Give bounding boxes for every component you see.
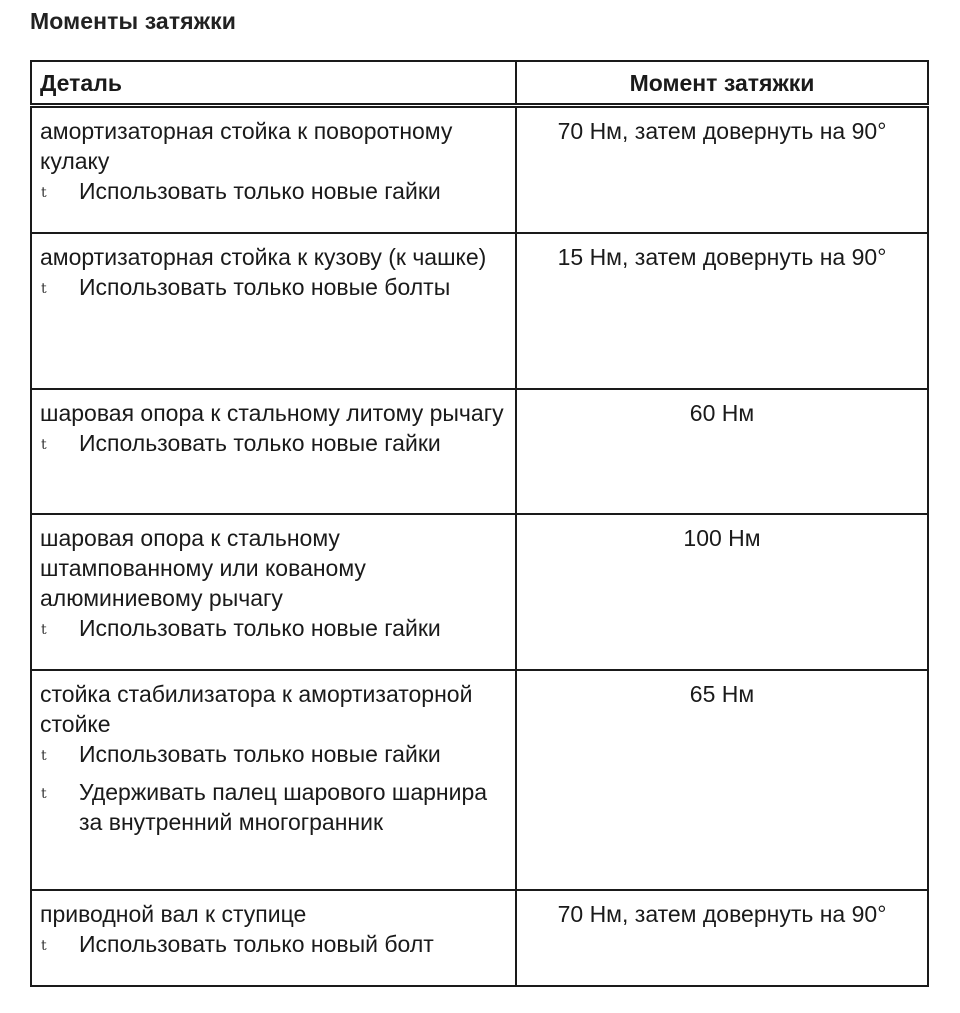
part-cell: [31, 233, 516, 389]
part-name: стойка стабилизатора к амортизаторной стойке: [40, 681, 473, 737]
table-row: [31, 233, 928, 389]
table-row: [31, 389, 928, 514]
table-header-row: [31, 61, 928, 105]
note-item: [40, 929, 507, 963]
part-cell: [31, 514, 516, 670]
note-text: Использовать только новый болт: [79, 931, 434, 957]
part-name: приводной вал к ступице: [40, 901, 307, 927]
page-title: Моменты затяжки: [30, 8, 236, 34]
torque-value: 70 Нм, затем довернуть на 90°: [516, 105, 928, 233]
part-cell: [31, 670, 516, 890]
torque-value: 70 Нм, затем довернуть на 90°: [516, 890, 928, 986]
column-header-part: Деталь: [31, 61, 516, 105]
part-cell: [31, 105, 516, 233]
bullet-icon: t: [41, 786, 47, 802]
part-name: шаровая опора к стальному литому рычагу: [40, 400, 504, 426]
torque-value: 100 Нм: [516, 514, 928, 670]
table-row: [31, 670, 928, 890]
note-item: [40, 739, 507, 773]
part-cell: [31, 389, 516, 514]
note-item: [40, 613, 507, 647]
torque-value: 15 Нм, затем довернуть на 90°: [516, 233, 928, 389]
part-name: амортизаторная стойка к поворотному кулаку: [40, 117, 453, 174]
part-cell: [31, 890, 516, 986]
table-row: [31, 105, 928, 233]
torque-table: [30, 60, 929, 987]
bullet-icon: t: [41, 184, 47, 201]
note-text: Использовать только новые гайки: [79, 741, 441, 767]
part-name: шаровая опора к стальному штампованному или кованому алюминиевому рычагу: [40, 525, 366, 611]
torque-value: 60 Нм: [516, 389, 928, 514]
note-text: Использовать только новые болты: [79, 274, 451, 300]
note-item: [40, 272, 507, 306]
note-text: Использовать только новые гайки: [79, 430, 441, 456]
bullet-icon: t: [41, 748, 47, 764]
part-name: амортизаторная стойка к кузову (к чашке): [40, 244, 487, 270]
bullet-icon: t: [41, 938, 47, 954]
note-item: [40, 428, 507, 462]
note-item: [40, 777, 507, 837]
note-text: Использовать только новые гайки: [79, 177, 441, 204]
torque-value: 65 Нм: [516, 670, 928, 890]
bullet-icon: t: [41, 622, 47, 638]
column-header-torque: Момент затяжки: [516, 61, 928, 105]
note-text: Удерживать палец шарового шарнира за внутренний многогранник: [79, 779, 488, 835]
table-row: [31, 514, 928, 670]
table-row: [31, 890, 928, 986]
note-item: [40, 176, 507, 210]
bullet-icon: t: [41, 437, 47, 453]
bullet-icon: t: [41, 281, 47, 297]
note-text: Использовать только новые гайки: [79, 615, 441, 641]
